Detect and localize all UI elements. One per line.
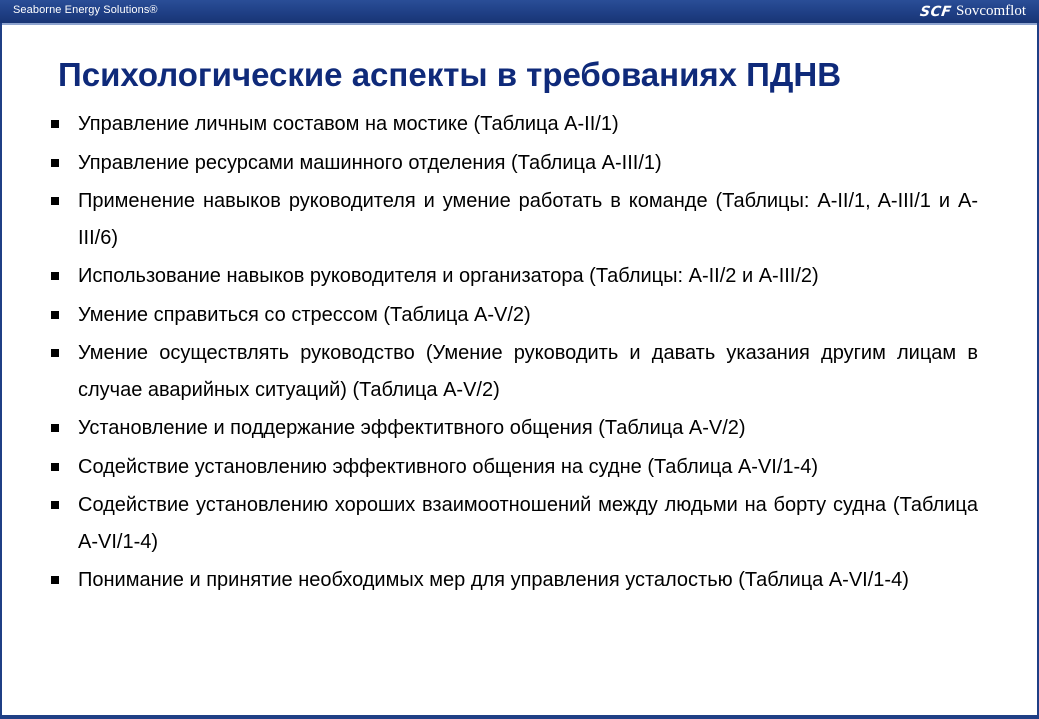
square-bullet-icon — [51, 463, 59, 471]
scf-logo-name: Sovcomflot — [956, 3, 1026, 19]
bullet-item — [48, 106, 978, 143]
bullet-text: Умение осуществлять руководство (Умение руководить и давать указания другим лицам в случае аварийных ситуаций) (Таблица A-V/2) — [78, 342, 978, 401]
bullet-text: Использование навыков руководителя и организатора (Таблицы: A-II/2 и A-III/2) — [78, 265, 819, 287]
bullet-text: Содействие установлению хороших взаимоотношений между людьми на борту судна (Таблица A-VI/1-4) — [78, 494, 978, 553]
bullet-text: Управление ресурсами машинного отделения (Таблица A-III/1) — [78, 151, 662, 174]
bullet-text: Применение навыков руководителя и умение работать в команде (Таблицы: A-II/1, A-III/1 и A-III/6) — [78, 190, 978, 249]
company-name: Seaborne Energy Solutions® — [13, 4, 158, 16]
square-bullet-icon — [51, 159, 59, 167]
bullet-text: Содействие установлению эффективного общения на судне (Таблица A-VI/1-4) — [78, 455, 818, 478]
square-bullet-icon — [51, 272, 59, 280]
frame-bottom-border — [0, 715, 1039, 719]
company-logo — [920, 2, 1026, 21]
bullet-text: Установление и поддержание эффектитвного общения (Таблица A-V/2) — [78, 417, 746, 439]
square-bullet-icon — [51, 120, 59, 128]
header-bar — [0, 0, 1039, 23]
bullet-text: Умение справиться со стрессом (Таблица A-V/2) — [78, 303, 531, 326]
bullet-text: Управление личным составом на мостике (Таблица A-II/1) — [78, 113, 619, 135]
bullet-item — [48, 335, 978, 408]
bullet-item — [48, 258, 978, 295]
slide-title: Психологические аспекты в требованиях ПДНВ — [58, 56, 842, 93]
square-bullet-icon — [51, 501, 59, 509]
square-bullet-icon — [51, 311, 59, 319]
bullet-item — [48, 183, 978, 256]
scf-logo-mark: SCF — [918, 3, 953, 20]
square-bullet-icon — [51, 576, 59, 584]
square-bullet-icon — [51, 349, 59, 357]
frame-left-border — [0, 23, 2, 719]
bullet-item — [48, 145, 978, 182]
square-bullet-icon — [51, 197, 59, 205]
square-bullet-icon — [51, 424, 59, 432]
bullet-item — [48, 487, 978, 560]
bullet-item — [48, 297, 978, 334]
bullet-item — [48, 562, 978, 599]
header-divider — [0, 23, 1039, 25]
bullet-item — [48, 410, 978, 447]
bullet-text: Понимание и принятие необходимых мер для управления усталостью (Таблица A-VI/1-4) — [78, 569, 909, 591]
bullet-list — [48, 106, 978, 601]
bullet-item — [48, 449, 978, 486]
